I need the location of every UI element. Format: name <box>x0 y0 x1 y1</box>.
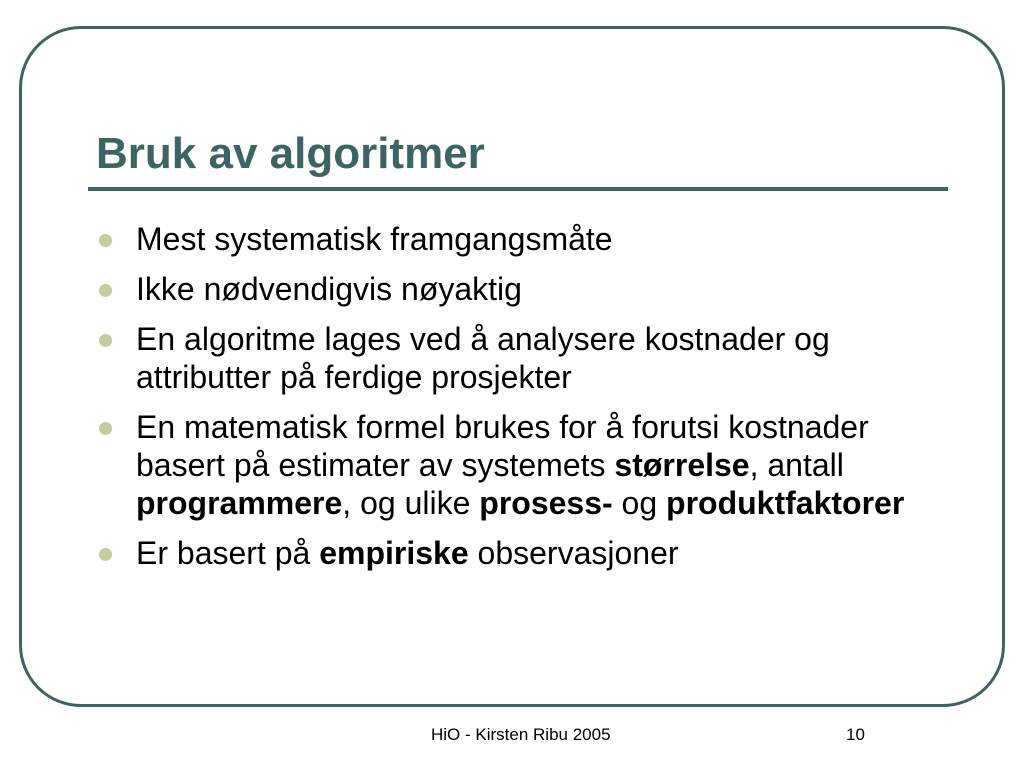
bullet-item <box>96 534 936 572</box>
bullet-text: , og ulike <box>342 485 480 521</box>
footer-credit: HiO - Kirsten Ribu 2005 <box>431 725 611 744</box>
bullet-text: En algoritme lages ved å analysere kostnader og attributter på ferdige prosjekter <box>136 321 830 395</box>
bullet-dot-icon <box>99 234 112 247</box>
page-number: 10 <box>846 725 865 744</box>
bullet-item <box>96 408 936 522</box>
bullet-dot-icon <box>99 284 112 297</box>
slide-title: Bruk av algoritmer <box>96 129 485 178</box>
bullet-text: Er basert på <box>136 535 320 571</box>
bullet-emphasis: prosess- <box>479 485 613 521</box>
title-underline <box>88 187 948 191</box>
bullet-item <box>96 270 936 308</box>
bullet-dot-icon <box>99 422 112 435</box>
bullet-emphasis: empiriske <box>319 535 469 571</box>
bullet-item <box>96 320 936 396</box>
bullet-emphasis: produktfaktorer <box>666 485 905 521</box>
bullet-emphasis: størrelse <box>614 447 750 483</box>
bullet-item <box>96 220 936 258</box>
bullet-text: observasjoner <box>468 535 679 571</box>
bullet-text: Mest systematisk framgangsmåte <box>136 221 613 257</box>
bullet-dot-icon <box>99 334 112 347</box>
bullet-list <box>96 220 936 584</box>
bullet-text: og <box>612 485 667 521</box>
bullet-dot-icon <box>99 548 112 561</box>
bullet-emphasis: programmere <box>136 485 343 521</box>
bullet-text: En matematisk formel brukes for å forutsi kostnader basert på estimater av systemets <box>136 409 869 483</box>
bullet-text: , antall <box>749 447 844 483</box>
bullet-text: Ikke nødvendigvis nøyaktig <box>136 271 522 307</box>
